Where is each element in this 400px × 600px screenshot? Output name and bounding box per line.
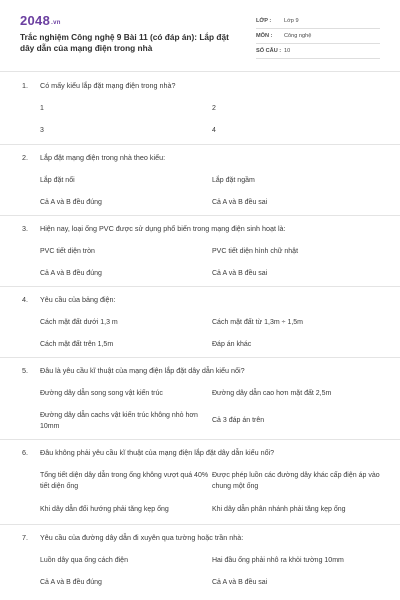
option-b[interactable]: Hai đầu ống phải nhô ra khỏi tường 10mm xyxy=(212,557,344,564)
option-c[interactable]: Khi dây dẫn đổi hướng phải tăng kẹp ống xyxy=(40,506,169,513)
page-title: Trắc nghiệm Công nghệ 9 Bài 11 (có đáp án): Lắp đặt dây dẫn của mạng điện trong nhà xyxy=(20,32,229,53)
option-b[interactable]: 2 xyxy=(212,105,216,112)
question-number: 7. xyxy=(22,533,28,542)
option-d[interactable]: Đáp án khác xyxy=(212,341,252,348)
option-d[interactable]: Khi dây dẫn phân nhánh phải tăng kẹp ống xyxy=(212,506,346,513)
question-text: Có mấy kiểu lắp đặt mạng điện trong nhà? xyxy=(40,81,176,90)
quiz-meta xyxy=(256,14,380,59)
meta-key: LỚP : xyxy=(256,18,272,24)
option-b[interactable]: Đường dây dẫn cao hơn mặt đất 2,5m xyxy=(212,390,332,397)
option-d[interactable]: Cả A và B đều sai xyxy=(212,199,268,206)
question-divider xyxy=(0,286,400,287)
option-d[interactable]: Cả 3 đáp án trên xyxy=(212,417,265,424)
header-divider xyxy=(0,71,400,72)
site-logo[interactable] xyxy=(20,13,61,28)
option-d[interactable]: Cả A và B đều sai xyxy=(212,270,268,277)
option-c[interactable]: Cả A và B đều đúng xyxy=(40,270,102,277)
option-a[interactable]: PVC tiết diện tròn xyxy=(40,248,95,255)
option-d[interactable]: 4 xyxy=(212,127,216,134)
option-a[interactable]: 1 xyxy=(40,105,44,112)
question-divider xyxy=(0,215,400,216)
option-c[interactable]: 3 xyxy=(40,127,44,134)
question-number: 3. xyxy=(22,224,28,233)
option-a[interactable]: Luồn dây qua ống cách điện xyxy=(40,557,128,564)
meta-row-grade xyxy=(256,14,380,29)
option-c[interactable]: Cả A và B đều đúng xyxy=(40,579,102,586)
question-text: Yêu cầu của bảng điện: xyxy=(40,295,116,304)
question-number: 1. xyxy=(22,81,28,90)
meta-value: Lớp 9 xyxy=(284,18,299,24)
option-d[interactable]: Cả A và B đều sai xyxy=(212,579,268,586)
question-text: Yêu cầu của đường dây dẫn đi xuyên qua tường hoặc trần nhà: xyxy=(40,533,244,542)
option-c[interactable]: Cả A và B đều đúng xyxy=(40,199,102,206)
question-number: 6. xyxy=(22,448,28,457)
option-a[interactable]: Lắp đặt nổi xyxy=(40,177,75,184)
question-text: Đâu là yêu cầu kĩ thuật của mạng điện lắp đặt dây dẫn kiểu nổi? xyxy=(40,366,245,375)
logo-main: 2048 xyxy=(20,13,51,28)
option-b[interactable]: Cách mặt đất từ 1,3m ÷ 1,5m xyxy=(212,319,304,326)
meta-value: 10 xyxy=(284,48,291,54)
question-text: Hiện nay, loại ống PVC được sử dụng phổ biến trong mạng điện sinh hoạt là: xyxy=(40,224,286,233)
option-b[interactable]: PVC tiết diện hình chữ nhật xyxy=(212,248,299,255)
question-text: Đâu không phải yêu cầu kĩ thuật của mạng điện lắp đặt dây dẫn kiểu nổi? xyxy=(40,448,275,457)
question-divider xyxy=(0,439,400,440)
question-text: Lắp đặt mạng điện trong nhà theo kiểu: xyxy=(40,153,166,162)
meta-key: SỐ CÂU : xyxy=(256,48,282,54)
option-c[interactable]: Cách mặt đất trên 1,5m xyxy=(40,341,114,348)
question-number: 2. xyxy=(22,153,28,162)
question-number: 4. xyxy=(22,295,28,304)
option-a[interactable]: Tổng tiết diện dây dẫn trong ống không vượt quá 40% tiết diện ống xyxy=(40,472,209,490)
option-b[interactable]: Lắp đặt ngầm xyxy=(212,177,255,184)
option-a[interactable]: Đường dây dẫn song song vật kiến trúc xyxy=(40,390,163,397)
page-header xyxy=(0,0,400,72)
question-number: 5. xyxy=(22,366,28,375)
question-divider xyxy=(0,524,400,525)
question-divider xyxy=(0,357,400,358)
option-a[interactable]: Cách mặt đất dưới 1,3 m xyxy=(40,319,118,326)
meta-key: MÔN : xyxy=(256,33,273,39)
question-divider xyxy=(0,144,400,145)
option-b[interactable]: Được phép luồn các đường dây khác cấp điện áp vào chung một ống xyxy=(212,472,380,490)
logo-suffix: .vn xyxy=(51,20,61,26)
option-c[interactable]: Đường dây dẫn cachs vật kiến trúc không nhỏ hơn 10mm xyxy=(40,412,198,430)
meta-row-subject xyxy=(256,29,380,44)
meta-value: Công nghệ xyxy=(284,33,312,39)
meta-row-count xyxy=(256,44,380,59)
